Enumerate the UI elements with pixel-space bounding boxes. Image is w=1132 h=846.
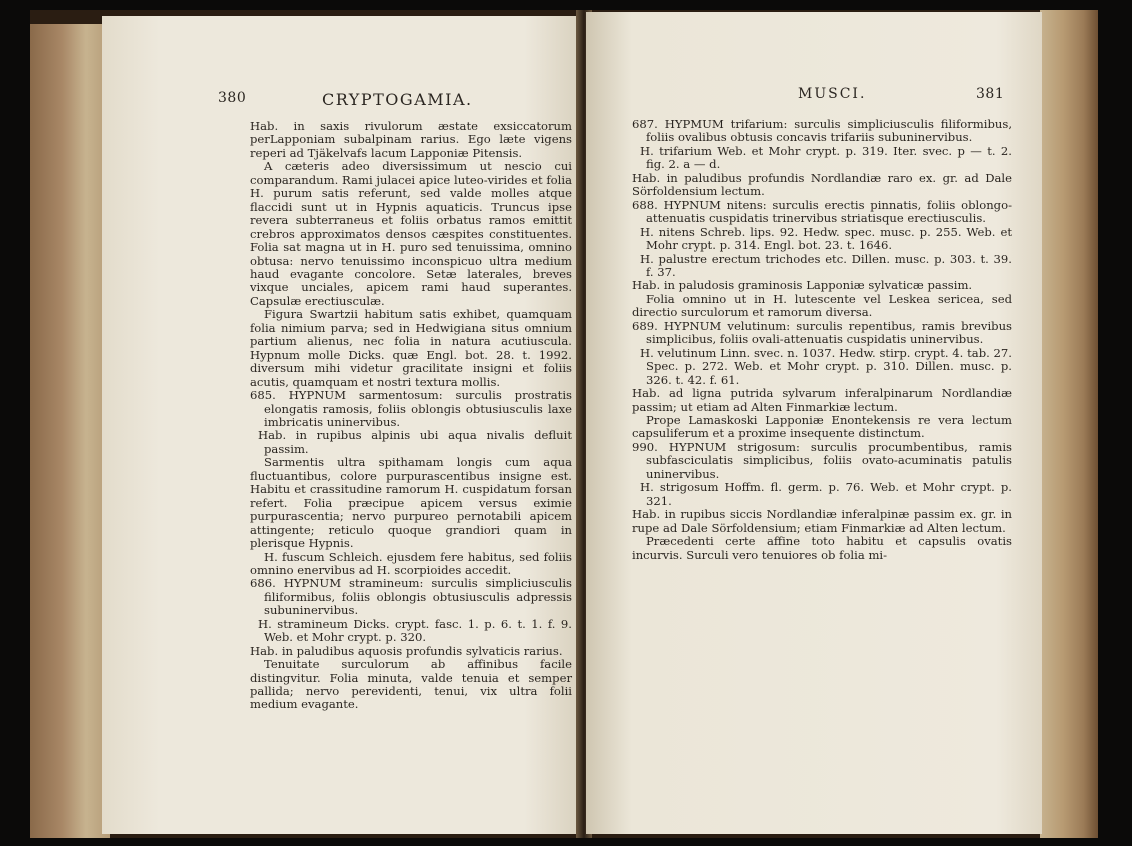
text-paragraph: Hab. in rupibus siccis Nordlandiæ inferalpinæ passim ex. gr. in rupe ad Dale Sörfoldensium; etiam Finmarkiæ ad Alten lectum. [632, 507, 1012, 535]
text-paragraph: Figura Swartzii habitum satis exhibet, quamquam folia nimium parva; sed in Hedwigiana situs omnium partium alienus, nec folia in natura acutiuscula. Hypnum molle Dicks. quæ Engl. bot. 28. t. 1992. diversum mihi videtur gracilitate insigni et foliis acutis, quamquam et nostri textura mollis. [250, 307, 572, 389]
left-page-edges [30, 24, 110, 838]
text-paragraph: H. nitens Schreb. lips. 92. Hedw. spec. musc. p. 255. Web. et Mohr crypt. p. 314. Engl. bot. 23. t. 1646. [640, 224, 1012, 253]
text-paragraph: H. fuscum Schleich. ejusdem fere habitus, sed foliis omnino enervibus ad H. scorpioides accedit. [250, 549, 572, 577]
species-entry: 688. HYPNUM nitens: surculis erectis pinnatis, foliis oblongo-attenuatis cuspidatis trinervibus striatisque erectiusculis. [632, 197, 1012, 226]
species-entry: 687. HYPMUM trifarium: surculis simpliciusculis filiformibus, foliis ovalibus obtusis concavis trifariis subuninervibus. [632, 117, 1012, 145]
text-paragraph: Hab. in paludosis graminosis Lapponiæ sylvaticæ passim. [632, 278, 973, 293]
text-paragraph: Præcedenti certe affine toto habitu et capsulis ovatis incurvis. Surculi vero tenuiores ob folia mi- [632, 534, 1012, 562]
text-paragraph: H. palustre erectum trichodes etc. Dillen. musc. p. 303. t. 39. f. 37. [640, 251, 1012, 279]
text-paragraph: Hab. in rupibus alpinis ubi aqua nivalis defluit passim. [258, 428, 572, 456]
text-paragraph: A cæteris adeo diversissimum ut nescio cui comparandum. Rami julacei apice luteo-virides et folia H. purum satis referunt, sed valde molles atque flaccidi sunt ut in Hypnis aquaticis. Truncus ipse revera subterraneus et foliis orbatus ramos emittit crebros approximatos densos cæspites constituentes. Folia sat magna ut in H. puro sed tenuissima, omnino obtusa: nervo tenuissimo inconspicuo ultra medium haud evagante concolore. Setæ laterales, breves vixque unciales, apicem rami haud superantes. Capsulæ erectiusculæ. [250, 159, 572, 308]
text-paragraph: Prope Lamaskoski Lapponiæ Enontekensis re vera lectum capsuliferum et a proxime insequente distinctum. [632, 412, 1012, 441]
text-paragraph: H. velutinum Linn. svec. n. 1037. Hedw. stirp. crypt. 4. tab. 27. Spec. p. 272. Web. et Mohr crypt. p. 310. Dillen. musc. p. 326. t. 42. f. 61. [640, 345, 1012, 387]
right-page-body [632, 118, 1012, 562]
right-page-number: 381 [976, 86, 1005, 102]
left-page-number: 380 [218, 90, 247, 106]
text-paragraph: Hab. in paludibus profundis Nordlandiæ raro ex. gr. ad Dale Sörfoldensium lectum. [632, 170, 1012, 199]
right-running-head: MUSCI. [798, 86, 867, 102]
left-running-head: CRYPTOGAMIA. [322, 90, 473, 109]
text-paragraph: Hab. ad ligna putrida sylvarum inferalpinarum Nordlandiæ passim; ut etiam ad Alten Finmarkiæ lectum. [632, 386, 1012, 414]
text-paragraph: Folia omnino ut in H. lutescente vel Leskea sericea, sed directio surculorum et ramorum diversa. [632, 291, 1012, 320]
left-page [102, 16, 582, 834]
text-paragraph: Hab. in paludibus aquosis profundis sylvaticis rarius. [250, 643, 563, 658]
species-entry: 685. HYPNUM sarmentosum: surculis prostratis elongatis ramosis, foliis oblongis obtusiusculis laxe imbricatis uninervibus. [250, 388, 572, 429]
text-paragraph: H. stramineum Dicks. crypt. fasc. 1. p. 6. t. 1. f. 9. Web. et Mohr crypt. p. 320. [258, 616, 572, 645]
species-entry: 990. HYPNUM strigosum: surculis procumbentibus, ramis subfasciculatis simplicibus, foliis ovato-acuminatis patulis uninervibus. [632, 439, 1012, 481]
right-page [586, 12, 1042, 834]
species-entry: 686. HYPNUM stramineum: surculis simpliciusculis filiformibus, foliis oblongis obtusiusculis adpressis subuninervibus. [250, 576, 572, 618]
right-page-edges [1040, 10, 1098, 838]
left-page-body [250, 120, 572, 712]
text-paragraph: H. strigosum Hoffm. fl. germ. p. 76. Web. et Mohr crypt. p. 321. [640, 480, 1012, 508]
text-paragraph: Tenuitate surculorum ab affinibus facile distingvitur. Folia minuta, valde tenuia et semper pallida; nervo perevidenti, tenui, vix ultra folii medium evagante. [250, 657, 572, 712]
text-paragraph: Hab. in saxis rivulorum æstate exsiccatorum perLapponiam subalpinam rarius. Ego læte vigens reperi ad Tjäkelvafs lacum Lapponiæ Pitensis. [250, 119, 572, 160]
text-paragraph: H. trifarium Web. et Mohr crypt. p. 319. Iter. svec. p — t. 2. fig. 2. a — d. [640, 143, 1012, 172]
text-paragraph: Sarmentis ultra spithamam longis cum aqua fluctuantibus, colore purpurascentibus insigne est. Habitu et crassitudine ramorum H. cuspidatum forsan refert. Folia præcipue apicem versus eximie purpurascentia; nervo purpureo pernotabili apicem attingente; reticulo quoque grandiori quam in plerisque Hypnis. [250, 455, 572, 551]
species-entry: 689. HYPNUM velutinum: surculis repentibus, ramis brevibus simplicibus, foliis ovali-attenuatis cuspidatis uninervibus. [632, 318, 1012, 347]
open-book [30, 10, 1098, 838]
